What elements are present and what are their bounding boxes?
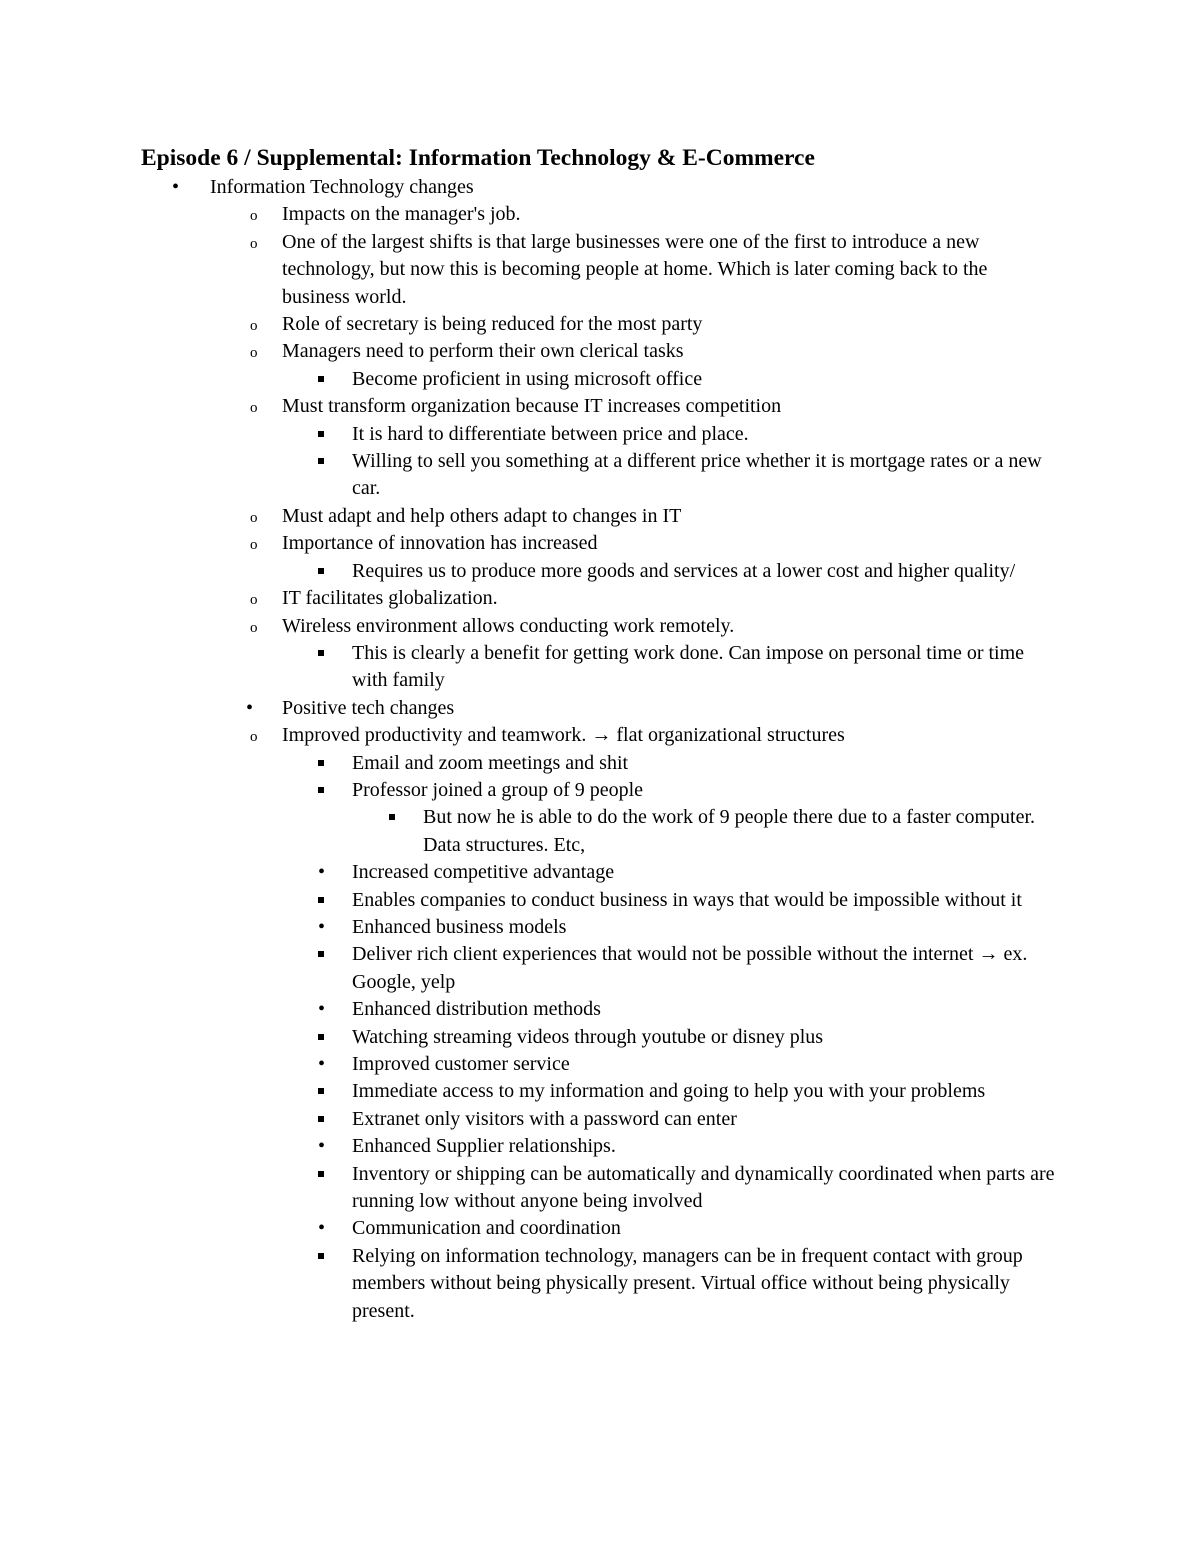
document-title: Episode 6 / Supplemental: Information Technology & E-Commerce bbox=[141, 145, 815, 171]
bullet-square-icon bbox=[318, 1243, 324, 1270]
list-item-text: This is clearly a benefit for getting work done. Can impose on personal time or time with family bbox=[352, 641, 1025, 692]
list-item bbox=[0, 941, 1200, 996]
list-item-text: Improved productivity and teamwork. → flat organizational structures bbox=[282, 724, 845, 747]
list-item-text: Communication and coordination bbox=[352, 1217, 621, 1240]
list-item-text: Must transform organization because IT increases competition bbox=[282, 395, 782, 418]
list-item bbox=[0, 1051, 1200, 1078]
list-item bbox=[0, 503, 1200, 530]
list-item-text: Managers need to perform their own clerical tasks bbox=[282, 340, 684, 363]
bullet-square-icon bbox=[318, 366, 324, 393]
bullet-dot-icon bbox=[318, 996, 325, 1023]
list-item bbox=[0, 777, 1200, 804]
bullet-circle-icon bbox=[250, 395, 258, 422]
list-item-text: Immediate access to my information and going to help you with your problems bbox=[352, 1080, 986, 1103]
list-item bbox=[0, 695, 1200, 722]
list-item-text: Enhanced Supplier relationships. bbox=[352, 1135, 616, 1158]
outline-list bbox=[0, 174, 1200, 1325]
bullet-square-icon bbox=[318, 421, 324, 448]
list-item bbox=[0, 640, 1200, 695]
list-item-text: Become proficient in using microsoft office bbox=[352, 367, 703, 390]
list-item-text: Enhanced business models bbox=[352, 915, 567, 938]
bullet-circle-icon bbox=[250, 532, 258, 559]
list-item bbox=[0, 558, 1200, 585]
list-item bbox=[0, 229, 1200, 311]
list-item bbox=[0, 804, 1200, 859]
bullet-square-icon bbox=[318, 1106, 324, 1133]
bullet-dot-icon bbox=[172, 174, 179, 201]
bullet-circle-icon bbox=[250, 724, 258, 751]
bullet-square-icon bbox=[318, 887, 324, 914]
bullet-circle-icon bbox=[250, 340, 258, 367]
bullet-square-icon bbox=[318, 640, 324, 667]
list-item-text: Enables companies to conduct business in ways that would be impossible without it bbox=[352, 888, 1022, 911]
list-item-text: Extranet only visitors with a password can enter bbox=[352, 1107, 737, 1130]
list-item-text: Requires us to produce more goods and services at a lower cost and higher quality/ bbox=[352, 559, 1016, 582]
list-item-text: IT facilitates globalization. bbox=[282, 587, 498, 610]
bullet-circle-icon bbox=[250, 505, 258, 532]
list-item-text: It is hard to differentiate between price and place. bbox=[352, 422, 749, 445]
bullet-circle-icon bbox=[250, 615, 258, 642]
list-item bbox=[0, 448, 1200, 503]
list-item bbox=[0, 859, 1200, 886]
list-item bbox=[0, 887, 1200, 914]
list-item bbox=[0, 366, 1200, 393]
list-item bbox=[0, 1078, 1200, 1105]
list-item bbox=[0, 722, 1200, 749]
list-item bbox=[0, 1161, 1200, 1216]
list-item-text: One of the largest shifts is that large businesses were one of the first to introduce a new technology, but now this is becoming people at home. Which is later coming back to the business world. bbox=[282, 230, 988, 308]
bullet-square-icon bbox=[389, 804, 395, 831]
list-item-text: Enhanced distribution methods bbox=[352, 998, 601, 1021]
bullet-circle-icon bbox=[250, 203, 258, 230]
list-item-text: Wireless environment allows conducting work remotely. bbox=[282, 614, 735, 637]
bullet-square-icon bbox=[318, 1161, 324, 1188]
list-item-text: Deliver rich client experiences that would not be possible without the internet → ex. Google, yelp bbox=[352, 943, 1028, 993]
list-item-text: Positive tech changes bbox=[282, 696, 455, 719]
list-item bbox=[0, 174, 1200, 201]
list-item bbox=[0, 1243, 1200, 1325]
list-item bbox=[0, 1024, 1200, 1051]
list-item-text: Importance of innovation has increased bbox=[282, 532, 598, 555]
bullet-square-icon bbox=[318, 558, 324, 585]
list-item bbox=[0, 338, 1200, 365]
bullet-square-icon bbox=[318, 750, 324, 777]
list-item-text: Must adapt and help others adapt to changes in IT bbox=[282, 504, 682, 527]
list-item bbox=[0, 393, 1200, 420]
list-item bbox=[0, 585, 1200, 612]
list-item bbox=[0, 914, 1200, 941]
bullet-dot-icon bbox=[318, 914, 325, 941]
list-item-text: Email and zoom meetings and shit bbox=[352, 751, 629, 774]
bullet-dot-icon bbox=[318, 1051, 325, 1078]
list-item-text: Professor joined a group of 9 people bbox=[352, 778, 644, 801]
list-item bbox=[0, 1106, 1200, 1133]
bullet-circle-icon bbox=[250, 231, 258, 258]
list-item-text: Increased competitive advantage bbox=[352, 861, 615, 884]
list-item-text: Information Technology changes bbox=[210, 176, 474, 198]
bullet-dot-icon bbox=[318, 1215, 325, 1242]
list-item bbox=[0, 613, 1200, 640]
list-item-text: Relying on information technology, managers can be in frequent contact with group members without being physically present. Virtual office without being physically present. bbox=[352, 1244, 1023, 1322]
bullet-dot-icon bbox=[246, 695, 253, 722]
list-item-text: Improved customer service bbox=[352, 1053, 570, 1075]
list-item-text: Watching streaming videos through youtube or disney plus bbox=[352, 1025, 824, 1048]
bullet-circle-icon bbox=[250, 587, 258, 614]
list-item-text: Impacts on the manager's job. bbox=[282, 203, 521, 226]
bullet-square-icon bbox=[318, 1078, 324, 1105]
list-item-text: Inventory or shipping can be automatically and dynamically coordinated when parts are running low without anyone being involved bbox=[352, 1162, 1055, 1213]
list-item bbox=[0, 750, 1200, 777]
list-item-text: But now he is able to do the work of 9 people there due to a faster computer. Data structures. Etc, bbox=[423, 806, 1036, 856]
list-item bbox=[0, 530, 1200, 557]
list-item bbox=[0, 1215, 1200, 1242]
bullet-dot-icon bbox=[318, 859, 325, 886]
list-item bbox=[0, 311, 1200, 338]
bullet-square-icon bbox=[318, 448, 324, 475]
list-item bbox=[0, 1133, 1200, 1160]
bullet-square-icon bbox=[318, 777, 324, 804]
list-item bbox=[0, 421, 1200, 448]
bullet-dot-icon bbox=[318, 1133, 325, 1160]
list-item-text: Role of secretary is being reduced for the most party bbox=[282, 313, 703, 336]
list-item bbox=[0, 201, 1200, 228]
bullet-circle-icon bbox=[250, 313, 258, 340]
bullet-square-icon bbox=[318, 1024, 324, 1051]
list-item bbox=[0, 996, 1200, 1023]
bullet-square-icon bbox=[318, 941, 324, 968]
list-item-text: Willing to sell you something at a different price whether it is mortgage rates or a new car. bbox=[352, 450, 1042, 500]
